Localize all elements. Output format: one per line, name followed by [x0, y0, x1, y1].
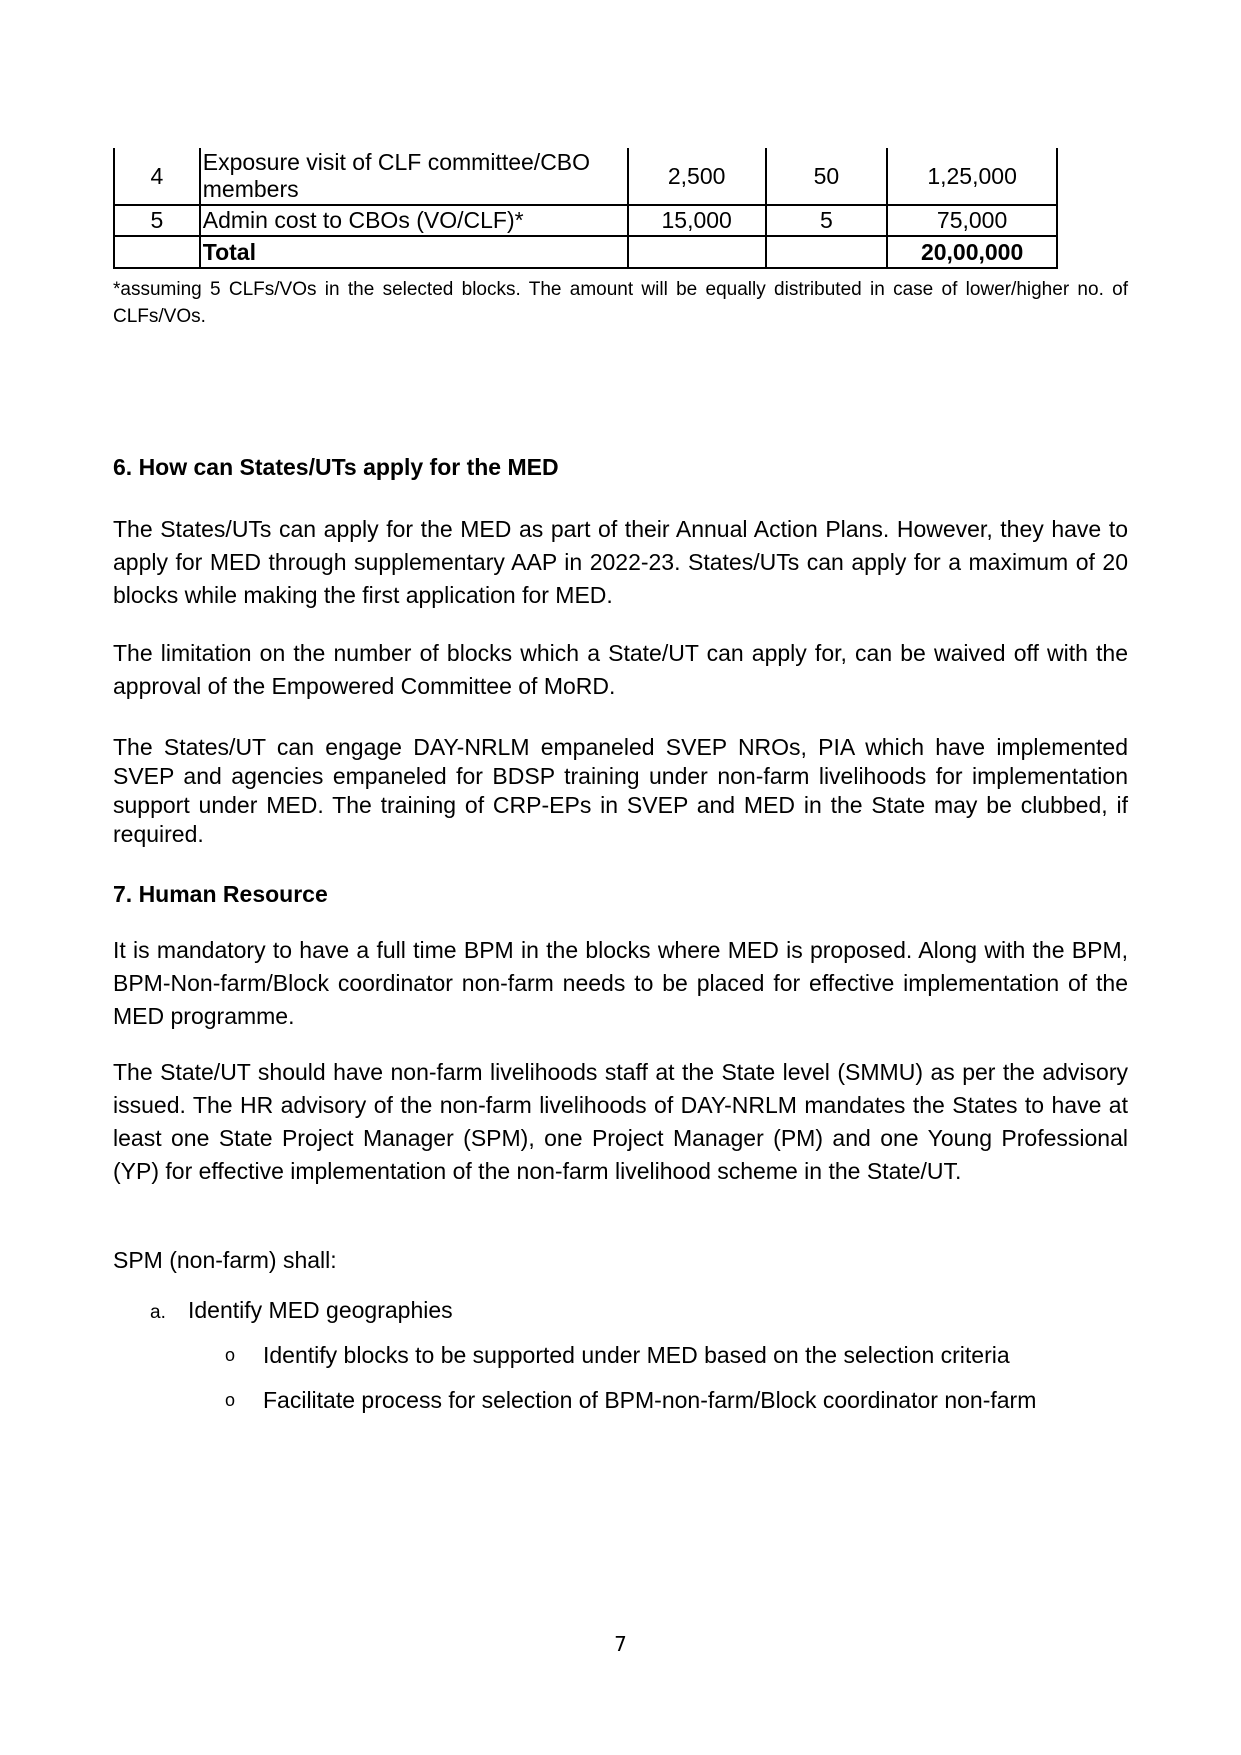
section-7-paragraph-1: It is mandatory to have a full time BPM in the blocks where MED is proposed. Along with the BPM, BPM-Non-farm/Block coordinator non-farm needs to be placed for effective implementation of the MED programme. — [113, 937, 1128, 1029]
circle-bullet-icon: o — [225, 1345, 236, 1365]
total-amount: 20,00,000 — [887, 236, 1057, 268]
section-7-paragraph-3: SPM (non-farm) shall: — [113, 1247, 337, 1273]
list-item-text: Identify MED geographies — [188, 1297, 453, 1323]
page-number: 7 — [614, 1632, 627, 1656]
section-6-paragraph-2: The limitation on the number of blocks which a State/UT can apply for, can be waived off with the approval of the Empowered Committee of MoRD. — [113, 640, 1128, 699]
bullet-item — [225, 1385, 1036, 1415]
table-row — [114, 148, 1057, 205]
row-quantity: 50 — [766, 148, 888, 205]
section-7-paragraph-2: The State/UT should have non-farm livelihoods staff at the State level (SMMU) as per the advisory issued. The HR advisory of the non-farm livelihoods of DAY-NRLM mandates the States to have at least one State Project Manager (SPM), one Project Manager (PM) and one Young Professional (YP) for effective implementation of the non-farm livelihood scheme in the State/UT. — [113, 1059, 1128, 1184]
section-6-paragraph-3: The States/UT can engage DAY-NRLM empaneled SVEP NROs, PIA which have implemented SVEP and agencies empaneled for BDSP training under non-farm livelihoods for implementation support under MED. The training of CRP-EPs in SVEP and MED in the State may be clubbed, if required. — [113, 734, 1128, 847]
total-label: Total — [200, 236, 628, 268]
empty-cell — [628, 236, 766, 268]
table-footnote: *assuming 5 CLFs/VOs in the selected blocks. The amount will be equally distributed in case of lower/higher no. of CLFs/VOs. — [113, 279, 1128, 327]
list-item — [150, 1295, 453, 1328]
empty-cell — [114, 236, 200, 268]
row-amount: 1,25,000 — [887, 148, 1057, 205]
row-quantity: 5 — [766, 205, 888, 236]
budget-table — [113, 148, 1058, 269]
section-6-paragraph-1: The States/UTs can apply for the MED as part of their Annual Action Plans. However, they have to apply for MED through supplementary AAP in 2022-23. States/UTs can apply for a maximum of 20 blocks while making the first application for MED. — [113, 516, 1128, 608]
section-7-heading: 7. Human Resource — [113, 881, 328, 907]
table-total-row — [114, 236, 1057, 268]
row-number: 5 — [114, 205, 200, 236]
row-item: Admin cost to CBOs (VO/CLF)* — [200, 205, 628, 236]
table-row — [114, 205, 1057, 236]
row-number: 4 — [114, 148, 200, 205]
section-6-heading: 6. How can States/UTs apply for the MED — [113, 454, 559, 480]
bullet-text: Facilitate process for selection of BPM-non-farm/Block coordinator non-farm — [263, 1387, 1037, 1413]
row-unit-cost: 15,000 — [628, 205, 766, 236]
row-item: Exposure visit of CLF committee/CBO members — [200, 148, 628, 205]
empty-cell — [766, 236, 888, 268]
row-unit-cost: 2,500 — [628, 148, 766, 205]
row-amount: 75,000 — [887, 205, 1057, 236]
circle-bullet-icon: o — [225, 1390, 236, 1410]
bullet-item — [225, 1340, 1010, 1370]
bullet-text: Identify blocks to be supported under MED based on the selection criteria — [263, 1342, 1010, 1368]
list-marker: a. — [150, 1302, 166, 1323]
